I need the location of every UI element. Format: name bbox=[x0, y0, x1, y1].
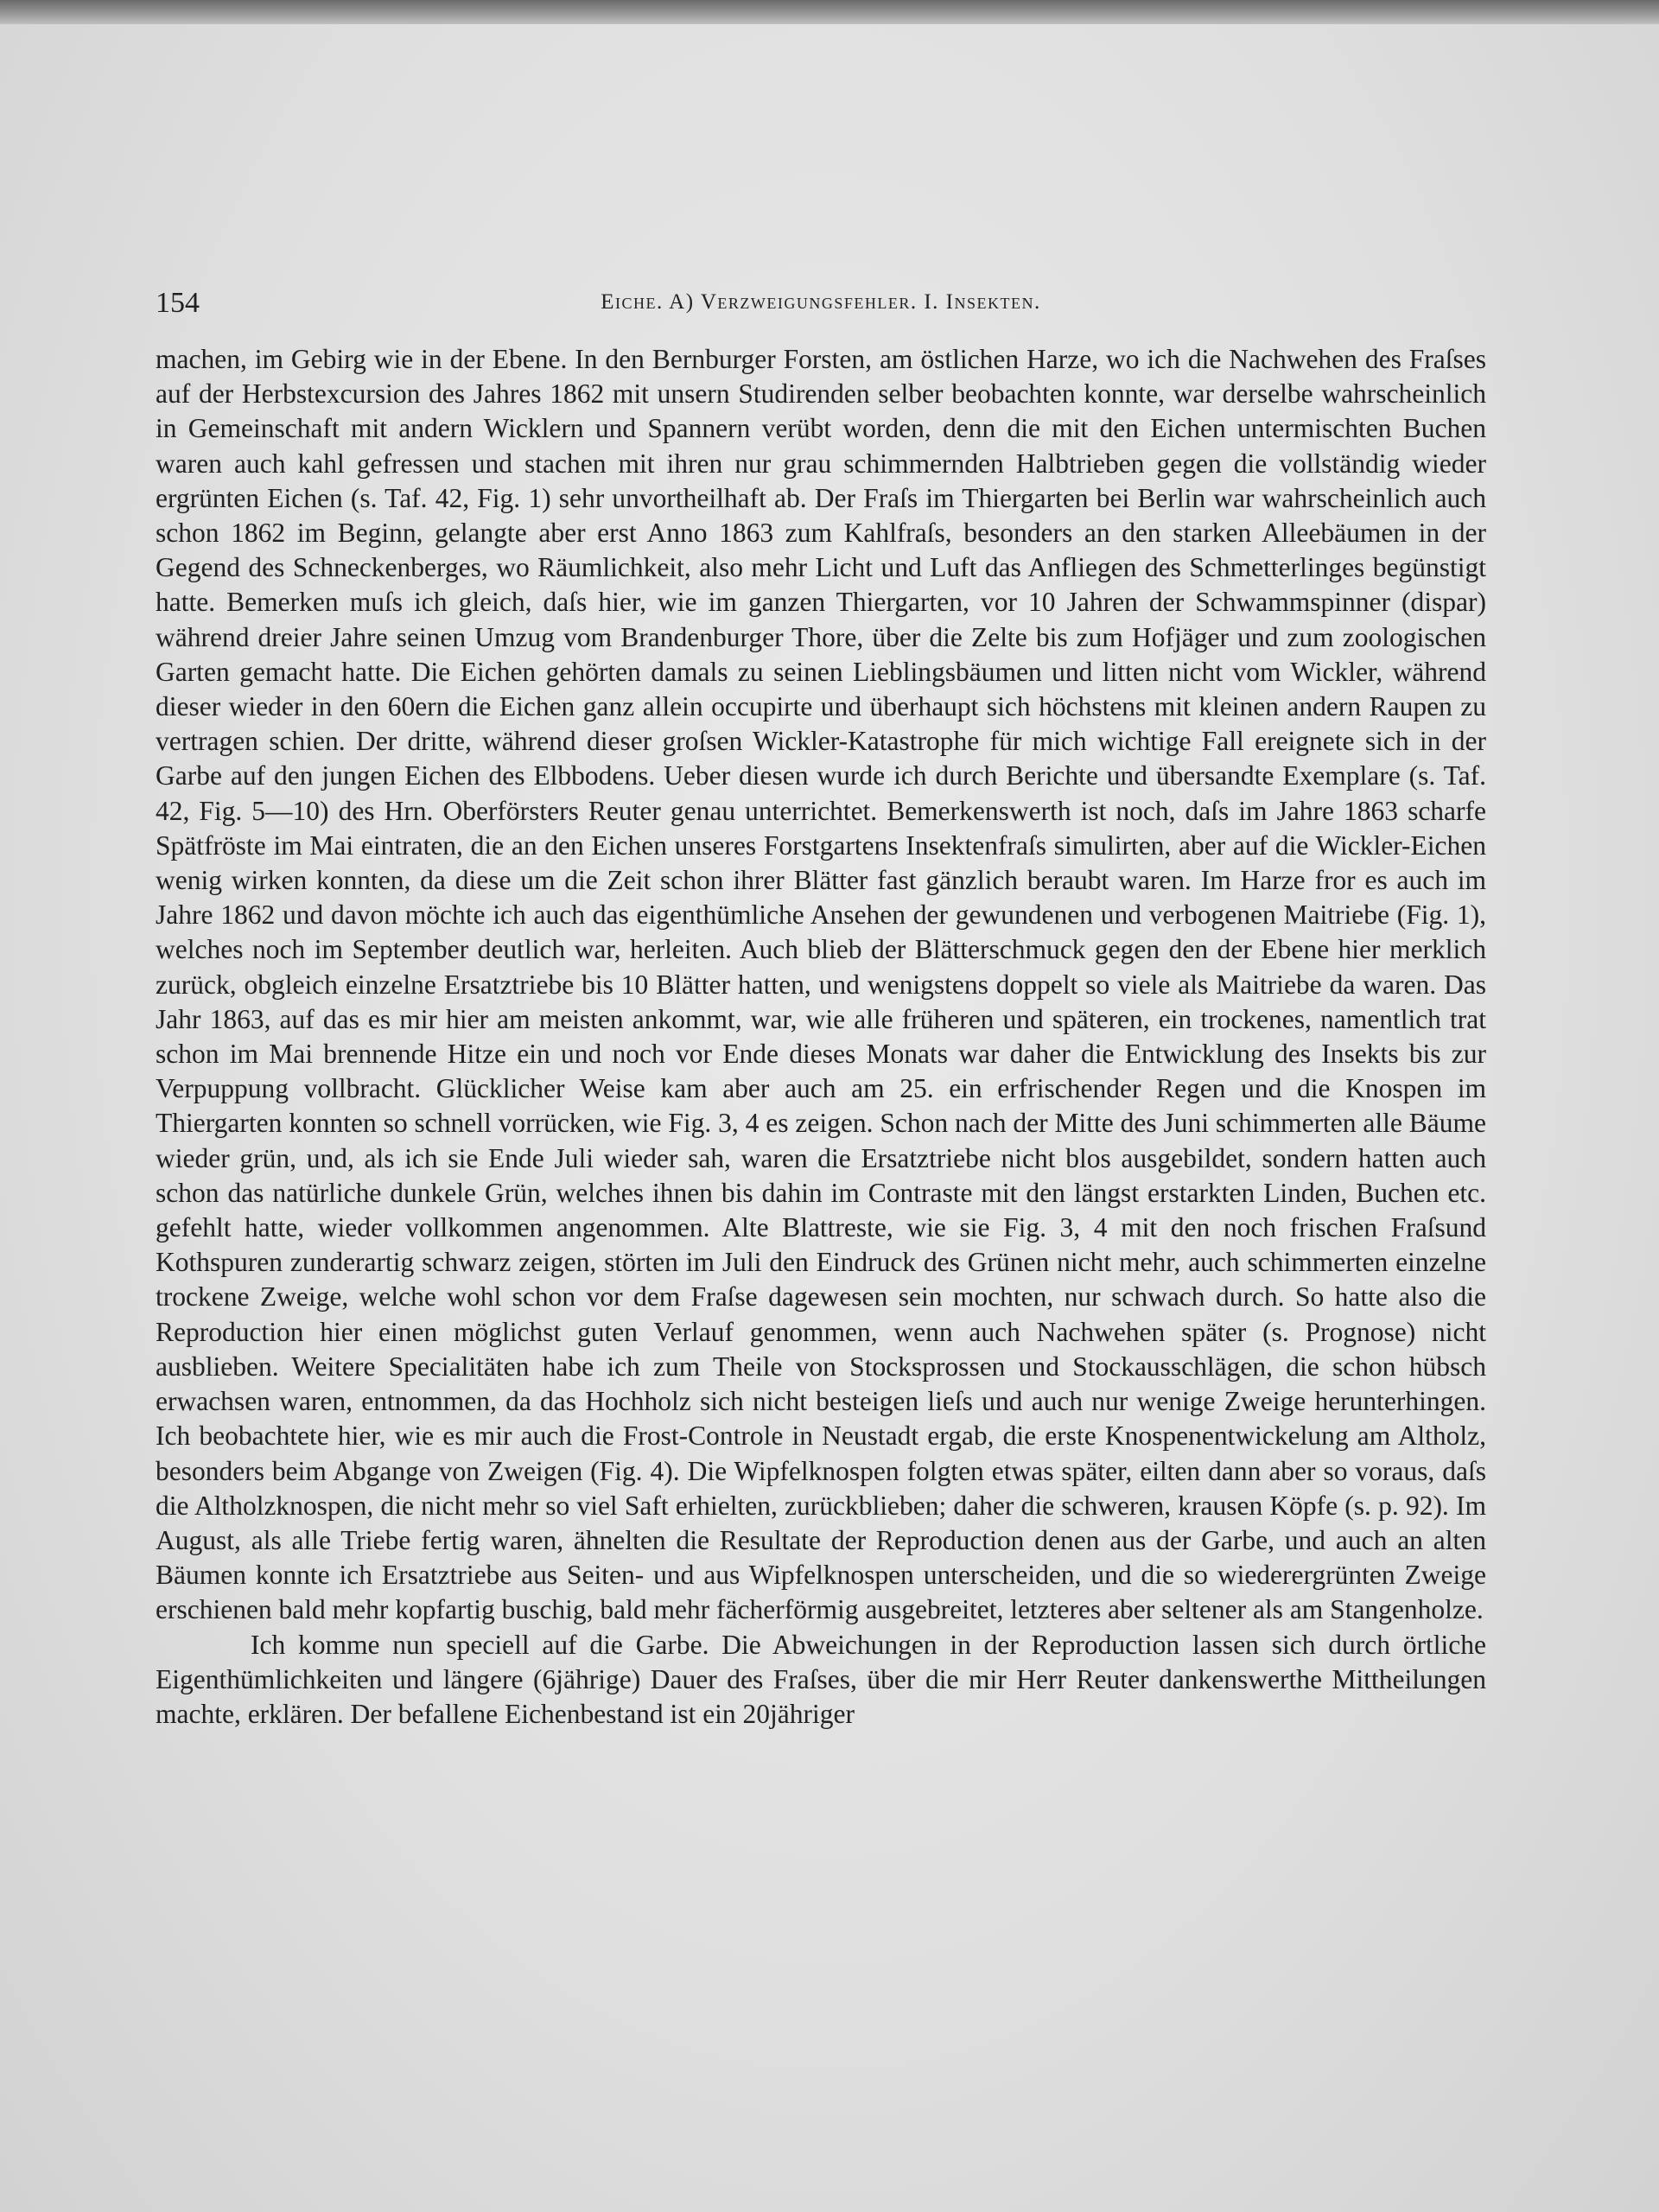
running-head bbox=[156, 283, 1486, 335]
running-head-title: Eiche. A) Verzweigungsfehler. I. Insekten. bbox=[601, 290, 1041, 314]
book-page bbox=[0, 24, 1659, 2212]
body-text bbox=[156, 342, 1486, 1732]
page-number: 154 bbox=[156, 287, 200, 319]
scan-top-edge bbox=[0, 0, 1659, 26]
paragraph-2: Ich komme nun speciell auf die Garbe. Die Abweichungen in der Reproduction lassen sich durch örtliche Eigenthümlichkeiten und längere (6jährige) Dauer des Fraſses, über die mir Herr Reuter dankenswerthe Mittheilungen machte, erklären. Der befallene Eichenbestand ist ein 20jähriger bbox=[156, 1629, 1486, 1729]
page-body bbox=[156, 283, 1486, 1732]
paragraph-1: machen, im Gebirg wie in der Ebene. In den Bernburger Forsten, am östlichen Harze, wo ich die Nachwehen des Fraſses auf der Herbstexcursion des Jahres 1862 mit unsern Studirenden selber beobachten konnte, war derselbe wahrscheinlich in Gemeinschaft mit andern Wicklern und Spannern verübt worden, denn die mit den Eichen untermischten Buchen waren auch kahl gefressen und stachen mit ihren nur grau schimmernden Halbtrieben gegen die vollständig wieder ergrünten Eichen (s. Taf. 42, Fig. 1) sehr unvortheilhaft ab. Der Fraſs im Thiergarten bei Berlin war wahrscheinlich auch schon 1862 im Beginn, gelangte aber erst Anno 1863 zum Kahlfraſs, besonders an den starken Alleebäumen in der Gegend des Schneckenberges, wo Räumlichkeit, also mehr Licht und Luft das Anfliegen des Schmetterlinges begünstigt hatte. Bemerken muſs ich gleich, daſs hier, wie im ganzen Thiergarten, vor 10 Jahren der Schwammspinner (dispar) während dreier Jahre seinen Umzug vom Brandenburger Thore, über die Zelte bis zum Hofjäger und zum zoologischen Garten gemacht hatte. Die Eichen gehörten damals zu seinen Lieblingsbäumen und litten nicht vom Wickler, während dieser wieder in den 60ern die Eichen ganz allein occupirte und überhaupt sich höchstens mit kleinen andern Raupen zu vertragen schien. Der dritte, während dieser groſsen Wickler-Katastrophe für mich wichtige Fall ereignete sich in der Garbe auf den jungen Eichen des Elbbodens. Ueber diesen wurde ich durch Berichte und übersandte Exemplare (s. Taf. 42, Fig. 5—10) des Hrn. Oberförsters Reuter genau unterrichtet. Bemerkenswerth ist noch, daſs im Jahre 1863 scharfe Spätfröste im Mai eintraten, die an den Eichen unseres Forstgartens Insektenfraſs simulirten, aber auf die Wickler-Eichen wenig wirken konnten, da diese um die Zeit schon ihrer Blätter fast gänzlich beraubt waren. Im Harze fror es auch im Jahre 1862 und davon möchte ich auch das eigenthümliche Ansehen der gewundenen und verbogenen Maitriebe (Fig. 1), welches noch im September deutlich war, herleiten. Auch blieb der Blätterschmuck gegen den der Ebene hier merklich zurück, obgleich einzelne Ersatztriebe bis 10 Blätter hatten, und wenigstens doppelt so viele als Maitriebe da waren. Das Jahr 1863, auf das es mir hier am meisten ankommt, war, wie alle früheren und späteren, ein trockenes, namentlich trat schon im Mai brennende Hitze ein und noch vor Ende dieses Monats war daher die Entwicklung des Insekts bis zur Verpuppung vollbracht. Glücklicher Weise kam aber auch am 25. ein erfrischender Regen und die Knospen im Thiergarten konnten so schnell vorrücken, wie Fig. 3, 4 es zeigen. Schon nach der Mitte des Juni schimmerten alle Bäume wieder grün, und, als ich sie Ende Juli wieder sah, waren die Ersatztriebe nicht blos ausgebildet, sondern hatten auch schon das natürliche dunkele Grün, welches ihnen bis dahin im Contraste mit den längst erstarkten Linden, Buchen etc. gefehlt hatte, wieder vollkommen angenommen. Alte Blattreste, wie sie Fig. 3, 4 mit den noch frischen Fraſsund Kothspuren zunderartig schwarz zeigen, störten im Juli den Eindruck des Grünen nicht mehr, auch schimmerten einzelne trockene Zweige, welche wohl schon vor dem Fraſse dagewesen sein mochten, nur schwach durch. So hatte also die Reproduction hier einen möglichst guten Verlauf genommen, wenn auch Nachwehen später (s. Prognose) nicht ausblieben. Weitere Specialitäten habe ich zum Theile von Stocksprossen und Stockausschlägen, die schon hübsch erwachsen waren, entnommen, da das Hochholz sich nicht besteigen lieſs und auch nur wenige Zweige herunterhingen. Ich beobachtete hier, wie es mir auch die Frost-Controle in Neustadt ergab, die erste Knospenentwickelung am Altholz, besonders beim Abgange von Zweigen (Fig. 4). Die Wipfelknospen folgten etwas später, eilten dann aber so voraus, daſs die Altholzknospen, die nicht mehr so viel Saft erhielten, zurückblieben; daher die schweren, krausen Köpfe (s. p. 92). Im August, als alle Triebe fertig waren, ähnelten die Resultate der Reproduction denen aus der Garbe, und auch an alten Bäumen konnte ich Ersatztriebe aus Seiten- und aus Wipfelknospen unterscheiden, und die so wiederergrünten Zweige erschienen bald mehr kopfartig buschig, bald mehr fächerförmig ausgebreitet, letzteres aber seltener als am Stangenholze. bbox=[156, 344, 1486, 1625]
